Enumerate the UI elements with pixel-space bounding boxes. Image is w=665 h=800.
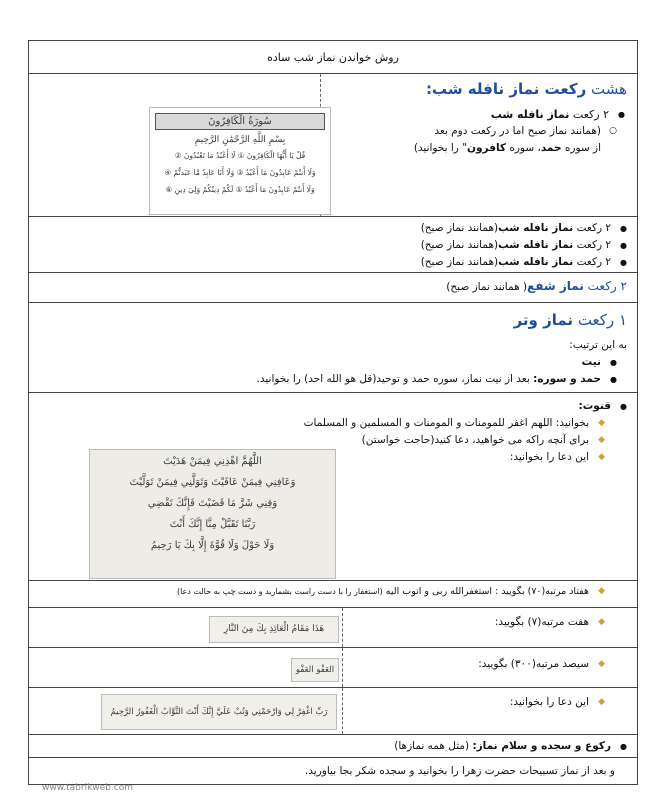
section2-heading: ۲ رکعت نماز شفع( همانند نماز صبح) bbox=[446, 279, 627, 293]
list-item: ● ۲ رکعت نماز نافله شب(همانند نماز صبح) bbox=[29, 237, 611, 254]
list-item: ◆ هفت مرتبه(۷) بگویید: bbox=[29, 614, 589, 631]
section3-intro: به این ترتیب: bbox=[569, 339, 627, 351]
list-item: ◆ این دعا را بخوانید: bbox=[29, 449, 589, 466]
section-vatr bbox=[28, 302, 638, 392]
quran-kafirun-image bbox=[149, 107, 331, 215]
dua-line: وَلَا حَوْلَ وَلَا قُوَّةَ إِلَّا بِكَ يَا رَحِيمُ bbox=[150, 540, 275, 551]
list-item: ◆ برای آنچه راکه می خواهید، دعا کنید(حاجت خواستن) bbox=[29, 432, 589, 449]
dua-line: وَقِنِي شَرَّ مَا قَضَيْتَ فَإِنَّكَ تَقْضِي bbox=[147, 498, 278, 509]
three-hundred-text: العَفْو العَفْو bbox=[295, 665, 335, 675]
dua2-text: رَبِّ اغْفِرْ لِي وَارْحَمْنِي وَتُبْ عَلَيَّ إِنَّكَ أَنْتَ التَّوَّابُ الْغَفُورُ الرَّحِيمُ bbox=[110, 707, 328, 717]
footer-watermark: www.tabrikweb.com bbox=[42, 783, 133, 793]
list-item: ◆ سیصد مرتبه(۳۰۰) بگویید: bbox=[29, 656, 589, 673]
seven-times-text: هَذَا مَقَامُ الْعَائِذِ بِكَ مِنَ النَّارِ bbox=[223, 624, 325, 634]
section3-heading: ۱ رکعت نماز وتر bbox=[513, 311, 627, 329]
quran-line: قُلْ يَا أَيُّهَا الْكَافِرُونَ ① لَا أَعْبُدُ مَا تَعْبُدُونَ ② bbox=[174, 151, 306, 160]
document bbox=[28, 40, 638, 785]
dua-line: رَبَّنَا تَقَبَّلْ مِنَّا إِنَّكَ أَنْتَ bbox=[169, 519, 256, 530]
quran-line: وَلَا أَنتُمْ عَابِدُونَ مَا أَعْبُدُ ⑤ لَكُمْ دِينُكُمْ وَلِيَ دِينِ ⑥ bbox=[165, 185, 315, 194]
list-item: ◆ این دعا را بخوانید: bbox=[29, 694, 589, 711]
title-row bbox=[28, 40, 638, 73]
quran-line: وَلَا أَنتُمْ عَابِدُونَ مَا أَعْبُدُ ③ وَلَا أَنَا عَابِدٌ مَّا عَبَدتُّمْ ④ bbox=[164, 168, 316, 177]
list-item: ● حمد و سوره: بعد از نیت نماز، سوره حمد و توحید(قل هو الله احد) را بخوانید. bbox=[37, 371, 601, 388]
list-item: ◆ هفتاد مرتبه(۷۰) بگویید : استغفرالله ربی و اتوب الیه (استغفار را با دست راست بشمارید و دست چپ به حالت دعا) bbox=[29, 586, 589, 597]
section1-text bbox=[327, 80, 627, 157]
final-text: و بعد از نماز تسبیحات حضرت زهرا را بخوانید و سجده شکر بجا بیاورید. bbox=[304, 765, 615, 777]
list-item: ● نیت bbox=[37, 354, 601, 371]
dua-line: اللَّهُمَّ اهْدِنِي فِيمَنْ هَدَيْتَ bbox=[163, 456, 262, 467]
istighfar-row bbox=[28, 580, 638, 607]
three-hundred-image bbox=[291, 658, 339, 682]
section-eight-rakat bbox=[28, 73, 638, 216]
list-item: ● ۲ رکعت نماز نافله شب bbox=[327, 106, 609, 123]
quran-header: سُورَةُ الْكَافِرُونَ bbox=[155, 113, 325, 130]
list-item: ○ (همانند نماز صبح اما در رکعت دوم بعد از سوره حمد، سوره کافرون" را بخوانید) bbox=[327, 123, 601, 157]
dua2-row bbox=[28, 687, 638, 734]
list-item: ● ۲ رکعت نماز نافله شب(همانند نماز صبح) bbox=[29, 220, 611, 237]
seven-times-image bbox=[209, 616, 339, 643]
list-item: ● قنوت: bbox=[29, 398, 611, 415]
list-item: ● رکوع و سجده و سلام نماز: (مثل همه نمازها) bbox=[29, 738, 611, 755]
section-shaf bbox=[28, 272, 638, 302]
three-hundred-row bbox=[28, 647, 638, 687]
qunut-dua-image bbox=[89, 449, 336, 579]
ruku-row bbox=[28, 734, 638, 757]
dua-line: وَعَافِنِي فِيمَنْ عَافَيْتَ وَتَوَلَّنِي فِيمَنْ تَوَلَّيْتَ bbox=[129, 477, 296, 488]
list-item: ● ۲ رکعت نماز نافله شب(همانند نماز صبح) bbox=[29, 254, 611, 271]
list-item: ◆ بخوانید: اللهم اغفر للمومنات و المومنات و المسلمین و المسلمات bbox=[29, 415, 589, 432]
page-title: روش خواندن نماز شب ساده bbox=[267, 51, 399, 64]
final-row bbox=[28, 757, 638, 785]
section-qunut bbox=[28, 392, 638, 580]
seven-times-row bbox=[28, 607, 638, 647]
section-nafila-items bbox=[28, 216, 638, 272]
dua2-image bbox=[101, 694, 337, 730]
section1-heading: هشت رکعت نماز نافله شب: bbox=[425, 80, 627, 98]
quran-basmala: بِسْمِ اللَّهِ الرَّحْمَٰنِ الرَّحِيمِ bbox=[194, 135, 286, 145]
